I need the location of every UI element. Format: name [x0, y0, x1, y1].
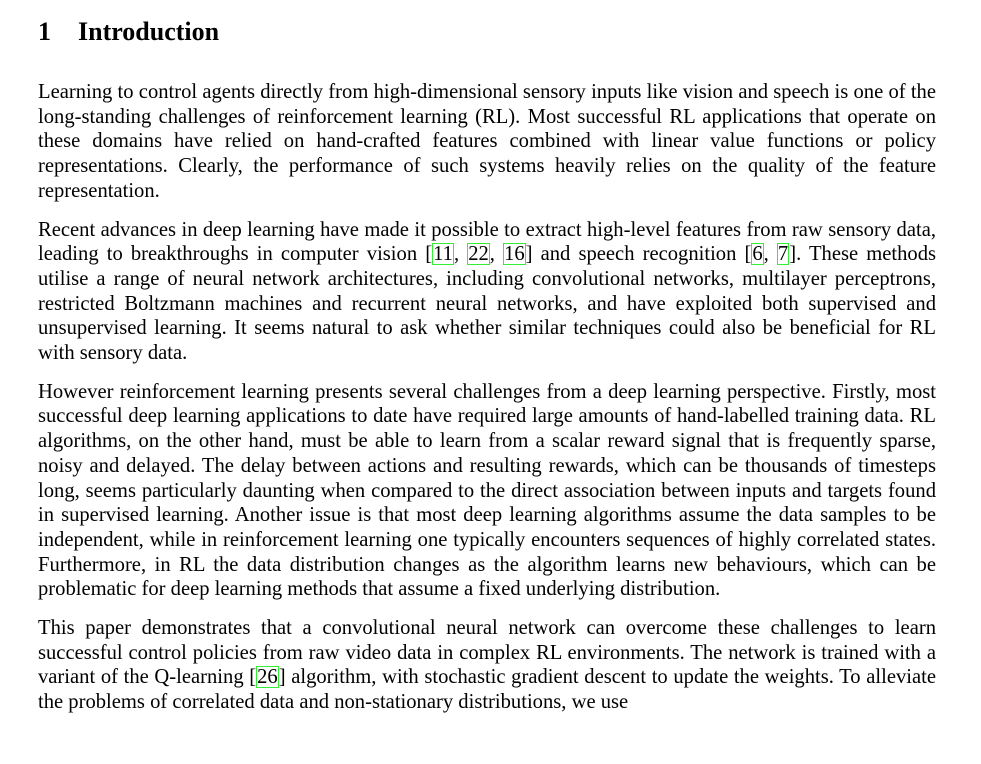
paragraph-1	[38, 80, 936, 204]
citation-link[interactable]: 11	[433, 243, 453, 266]
citation-link[interactable]: 7	[777, 243, 789, 266]
paragraph-4-text: This paper demonstrates that a convolutional neural network can overcome these challenges to learn successful control policies from raw video data in complex RL environments. The network is trained with a variant of the Q-learning [	[38, 617, 936, 689]
citation-separator: ,	[453, 243, 468, 266]
section-heading	[38, 14, 936, 50]
section-number: 1	[38, 17, 51, 46]
section-title: Introduction	[78, 17, 220, 46]
citation-separator: ,	[489, 243, 504, 266]
paragraph-2-text: ]. These methods utilise a range of neural network architectures, including convolutional networks, multilayer perceptrons, restricted Boltzmann machines and recurrent neural networks, and have exploited both supervised and unsupervised learning. It seems natural to ask whether similar techniques could also be beneficial for RL with sensory data.	[38, 243, 937, 365]
citation-link[interactable]: 6	[752, 243, 763, 266]
citation-separator: ,	[763, 243, 777, 266]
citation-link[interactable]: 16	[504, 243, 525, 266]
paragraph-3-text: However reinforcement learning presents several challenges from a deep learning perspective. Firstly, most successful deep learning applications to date have required large amounts of hand-labelled training data. RL algorithms, on the other hand, must be able to learn from a scalar reward signal that is frequently sparse, noisy and delayed. The delay between actions and resulting rewards, which can be thousands of timesteps long, seems particularly daunting when compared to the direct association between inputs and targets found in supervised learning. Another issue is that most deep learning algorithms assume the data samples to be independent, while in reinforcement learning one typically encounters sequences of highly correlated states. Furthermore, in RL the data distribution changes as the algorithm learns new behaviours, which can be problematic for deep learning methods that assume a fixed underlying distribution.	[38, 380, 936, 601]
paragraph-4-text: ] algorithm, with stochastic gradient descent to update the weights. To alleviate the problems of correlated data and non-stationary distributions, we use	[38, 666, 936, 714]
citation-link[interactable]: 26	[257, 666, 278, 689]
paper-page	[38, 14, 936, 729]
paragraph-2-text: ] and speech recognition [	[525, 243, 752, 266]
paragraph-2	[38, 218, 936, 366]
paragraph-4	[38, 616, 936, 715]
paragraph-2-text: Recent advances in deep learning have made it possible to extract high-level features from raw sensory data, leading to breakthroughs in computer vision [	[38, 218, 936, 266]
citation-link[interactable]: 22	[468, 243, 489, 266]
paragraph-3	[38, 380, 936, 602]
paragraph-1-text: Learning to control agents directly from high-dimensional sensory inputs like vision and speech is one of the long-standing challenges of reinforcement learning (RL). Most successful RL applications that operate on these domains have relied on hand-crafted features combined with linear value functions or policy representations. Clearly, the performance of such systems heavily relies on the quality of the feature representation.	[38, 81, 936, 202]
